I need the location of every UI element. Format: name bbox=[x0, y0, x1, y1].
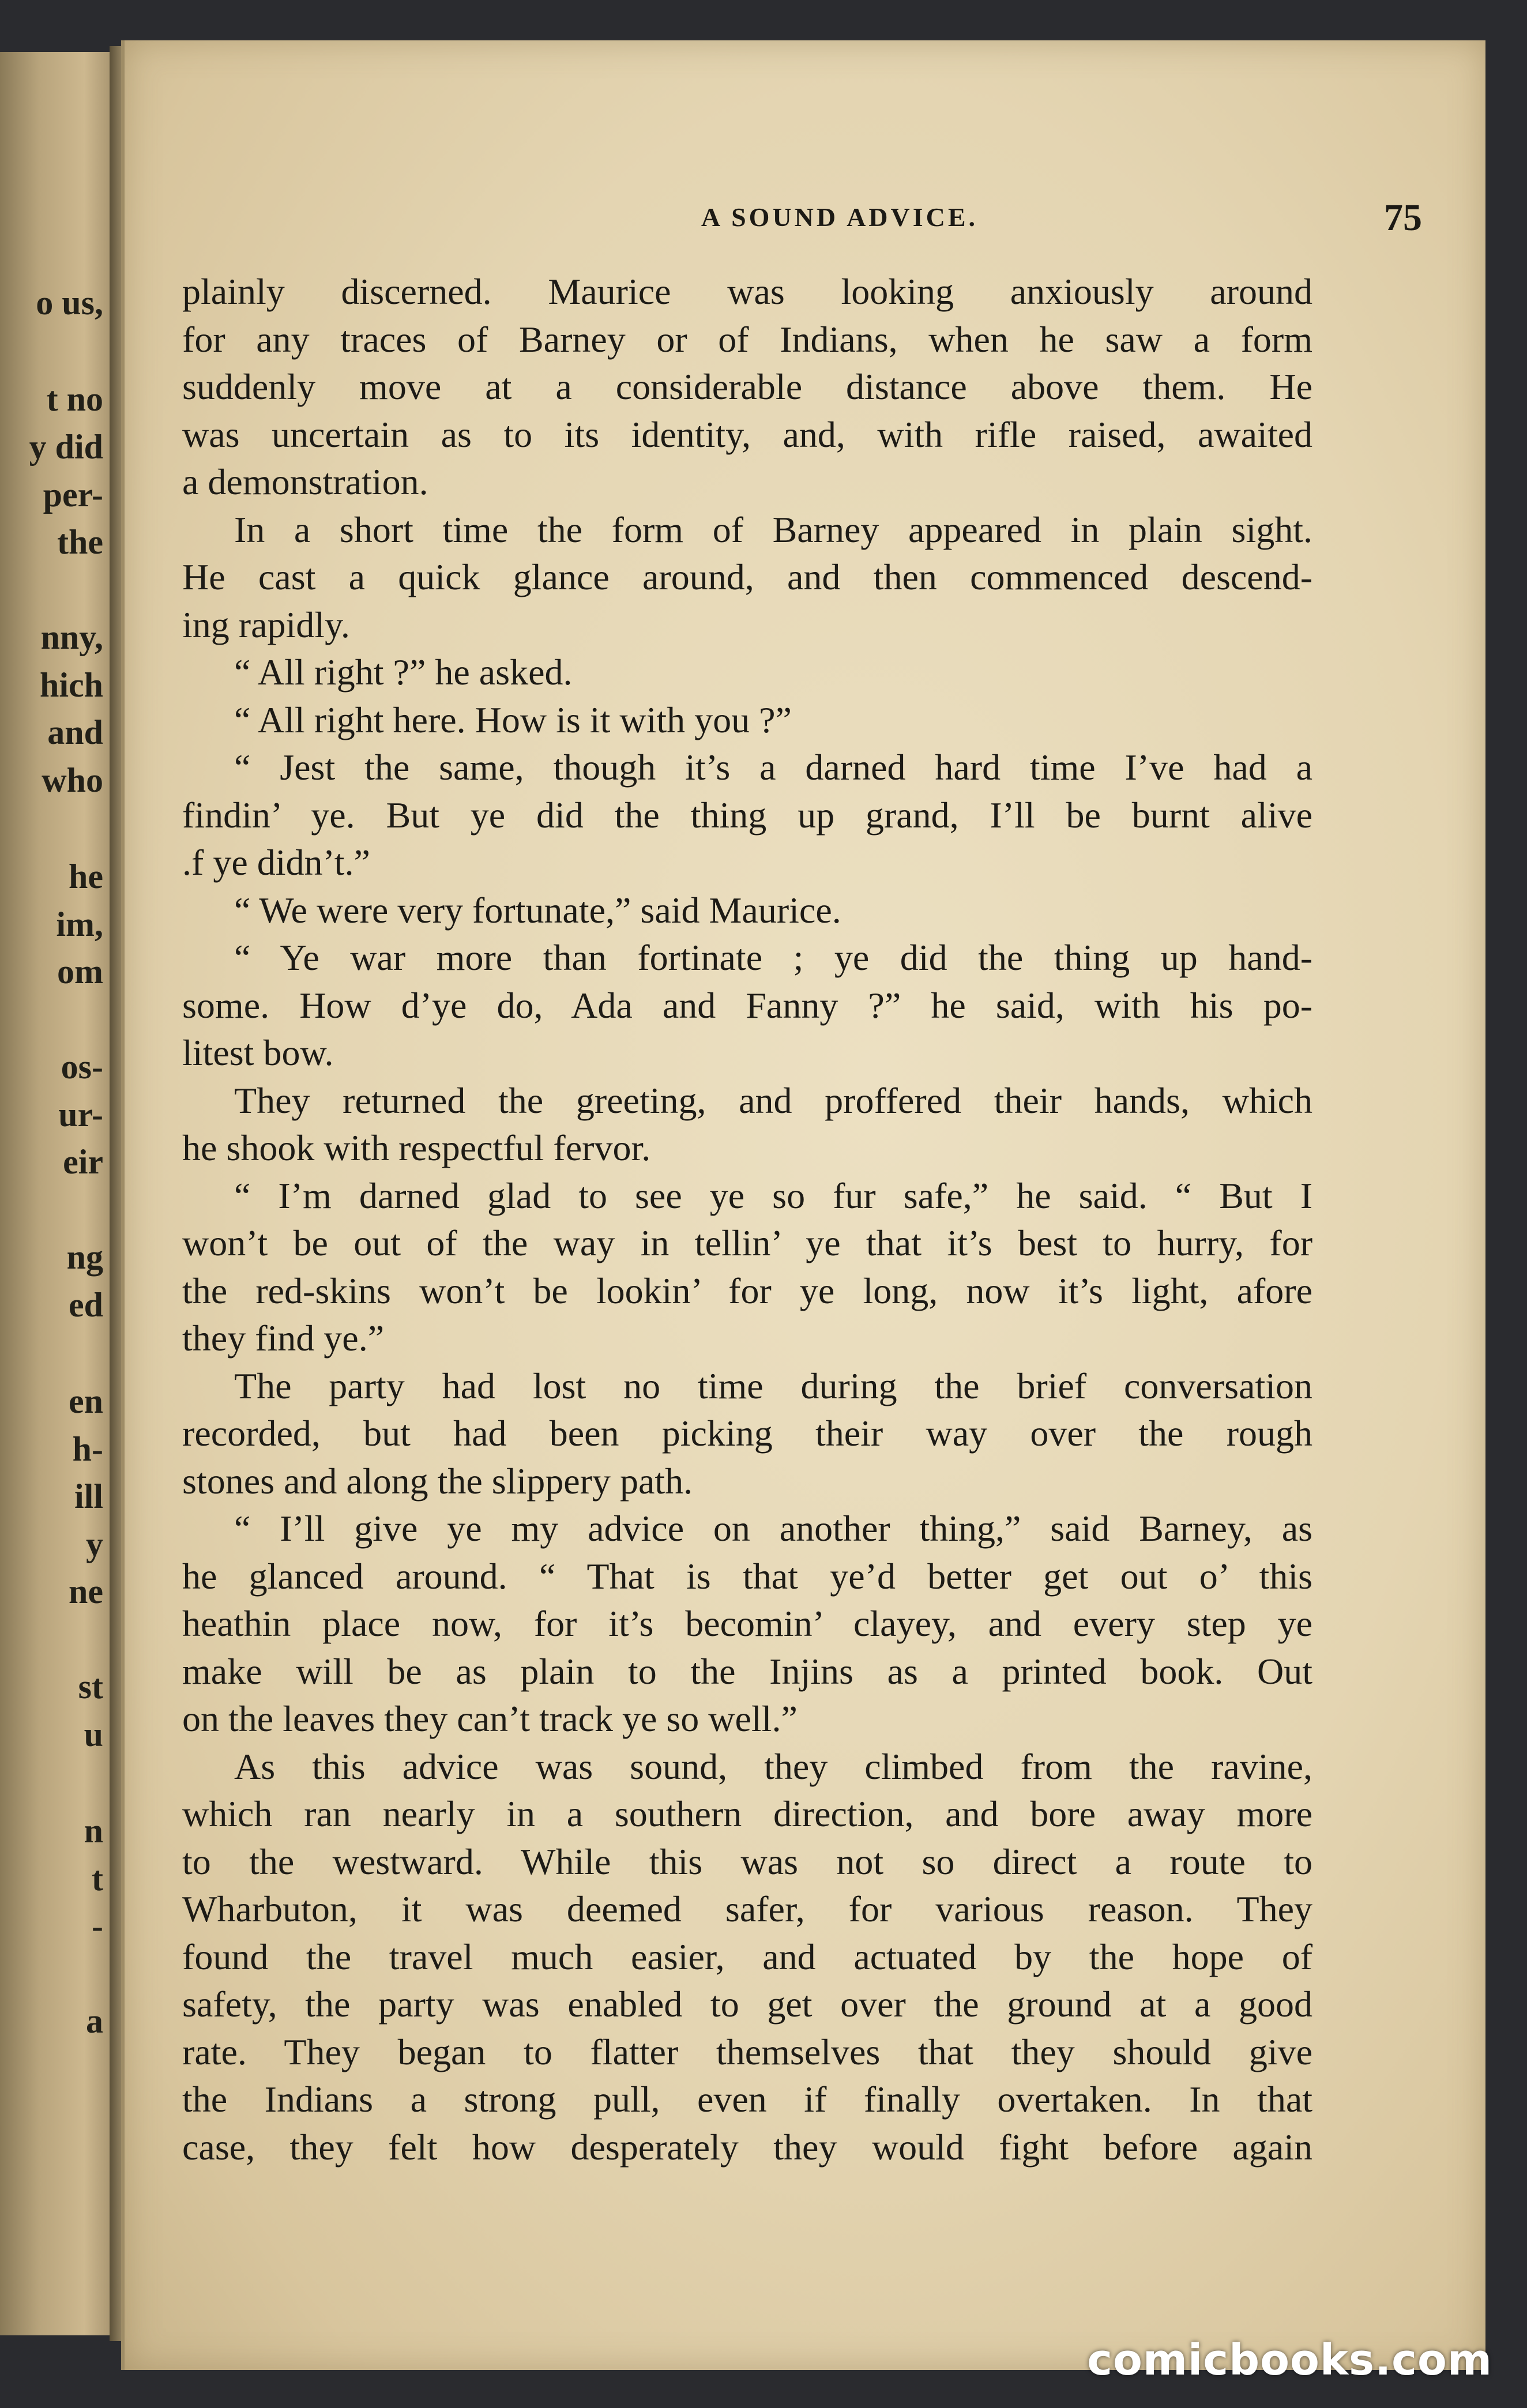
text-line: “ Ye war more than fortinate ; ye did the thing up hand- bbox=[234, 937, 1312, 978]
left-facing-page bbox=[0, 52, 115, 2335]
text-line: recorded, but had been picking their way over the rough bbox=[182, 1413, 1312, 1454]
left-page-fragment: t bbox=[92, 1860, 103, 1898]
left-page-fragment: im, bbox=[56, 905, 103, 943]
text-line: They returned the greeting, and proffered their hands, which bbox=[234, 1079, 1312, 1121]
text-line: As this advice was sound, they climbed from the ravine, bbox=[234, 1745, 1312, 1787]
text-line: litest bow. bbox=[182, 1032, 334, 1073]
text-line: he shook with respectful fervor. bbox=[182, 1127, 651, 1168]
book-page bbox=[121, 40, 1485, 2370]
text-line: was uncertain as to its identity, and, with rifle raised, awaited bbox=[182, 413, 1312, 455]
text-line: In a short time the form of Barney appeared in plain sight. bbox=[234, 509, 1312, 550]
text-line: they find ye.” bbox=[182, 1318, 385, 1359]
text-line: Wharbuton, it was deemed safer, for various reason. They bbox=[182, 1888, 1312, 1929]
text-line: safety, the party was enabled to get over the ground at a good bbox=[182, 1984, 1312, 2025]
page-number: 75 bbox=[1384, 197, 1422, 239]
left-page-fragment: st bbox=[78, 1668, 103, 1706]
text-line: The party had lost no time during the brief conversation bbox=[234, 1365, 1312, 1406]
left-page-fragment: the bbox=[57, 523, 103, 561]
running-head bbox=[125, 197, 1485, 248]
left-page-fragment: nny, bbox=[40, 618, 103, 656]
chapter-title: A SOUND ADVICE. bbox=[701, 202, 979, 232]
left-page-fragment: a bbox=[86, 2002, 103, 2040]
left-page-fragment: y did bbox=[29, 428, 103, 466]
left-page-fragment: ng bbox=[66, 1238, 103, 1276]
text-line: findin’ ye. But ye did the thing up grand, I’ll be burnt alive bbox=[182, 794, 1312, 836]
text-line: heathin place now, for it’s becomin’ clayey, and every step ye bbox=[182, 1603, 1312, 1644]
text-line: “ I’m darned glad to see ye so fur safe,” he said. “ But I bbox=[234, 1175, 1312, 1216]
text-line: suddenly move at a considerable distance above them. He bbox=[182, 366, 1312, 407]
text-line: He cast a quick glance around, and then commenced descend- bbox=[182, 556, 1312, 597]
left-page-fragment: hich bbox=[39, 666, 103, 704]
text-line: he glanced around. “ That is that ye’d better get out o’ this bbox=[182, 1555, 1312, 1597]
left-page-fragment: - bbox=[92, 1907, 103, 1945]
text-line: on the leaves they can’t track ye so well.” bbox=[182, 1698, 798, 1739]
text-line: which ran nearly in a southern direction, and bore away more bbox=[182, 1793, 1312, 1834]
left-page-fragment: eir bbox=[63, 1143, 103, 1181]
left-page-fragment: ne bbox=[69, 1572, 103, 1611]
text-line: plainly discerned. Maurice was looking anxiously around bbox=[182, 271, 1312, 312]
text-line: stones and along the slippery path. bbox=[182, 1460, 693, 1502]
left-page-fragment: u bbox=[84, 1715, 103, 1754]
left-page-fragment: y bbox=[86, 1525, 103, 1563]
left-page-fragment: om bbox=[57, 953, 103, 991]
text-line: “ I’ll give ye my advice on another thing,” said Barney, as bbox=[234, 1508, 1312, 1549]
text-line: “ All right ?” he asked. bbox=[234, 652, 573, 693]
left-page-fragment: os- bbox=[61, 1048, 103, 1086]
text-line: a demonstration. bbox=[182, 461, 428, 502]
text-line: ing rapidly. bbox=[182, 604, 350, 645]
body-text bbox=[182, 268, 1312, 2171]
left-page-fragment: ur- bbox=[58, 1096, 103, 1134]
text-line: case, they felt how desperately they would fight before again bbox=[182, 2126, 1312, 2168]
text-line: “ All right here. How is it with you ?” bbox=[234, 699, 792, 740]
left-page-fragment: t no bbox=[46, 380, 103, 418]
left-page-fragment: per- bbox=[43, 476, 103, 514]
left-page-fragment: h- bbox=[72, 1430, 103, 1468]
left-page-fragment: en bbox=[69, 1382, 103, 1420]
text-line: make will be as plain to the Injins as a printed book. Out bbox=[182, 1650, 1312, 1692]
left-page-fragment: ed bbox=[69, 1286, 103, 1324]
text-line: “ We were very fortunate,” said Maurice. bbox=[234, 889, 841, 931]
text-line: the Indians a strong pull, even if finally overtaken. In that bbox=[182, 2079, 1312, 2120]
text-line: .f ye didn’t.” bbox=[182, 842, 370, 883]
text-line: to the westward. While this was not so direct a route to bbox=[182, 1841, 1312, 1882]
left-page-fragment: ill bbox=[74, 1477, 103, 1515]
text-line: the red-skins won’t be lookin’ for ye long, now it’s light, afore bbox=[182, 1270, 1312, 1311]
text-line: “ Jest the same, though it’s a darned hard time I’ve had a bbox=[234, 747, 1312, 788]
text-line: some. How d’ye do, Ada and Fanny ?” he said, with his po- bbox=[182, 984, 1312, 1026]
left-page-fragment: he bbox=[69, 857, 103, 896]
left-page-fragment: and bbox=[47, 713, 103, 751]
site-watermark: comicbooks.com bbox=[1087, 2335, 1492, 2385]
text-line: for any traces of Barney or of Indians, when he saw a form bbox=[182, 318, 1312, 360]
left-page-fragment: o us, bbox=[36, 284, 103, 322]
left-page-fragment: n bbox=[84, 1812, 103, 1850]
text-line: found the travel much easier, and actuated by the hope of bbox=[182, 1936, 1312, 1977]
text-line: won’t be out of the way in tellin’ ye that it’s best to hurry, for bbox=[182, 1222, 1312, 1263]
left-page-fragment: who bbox=[42, 761, 103, 799]
text-line: rate. They began to flatter themselves that they should give bbox=[182, 2031, 1312, 2072]
